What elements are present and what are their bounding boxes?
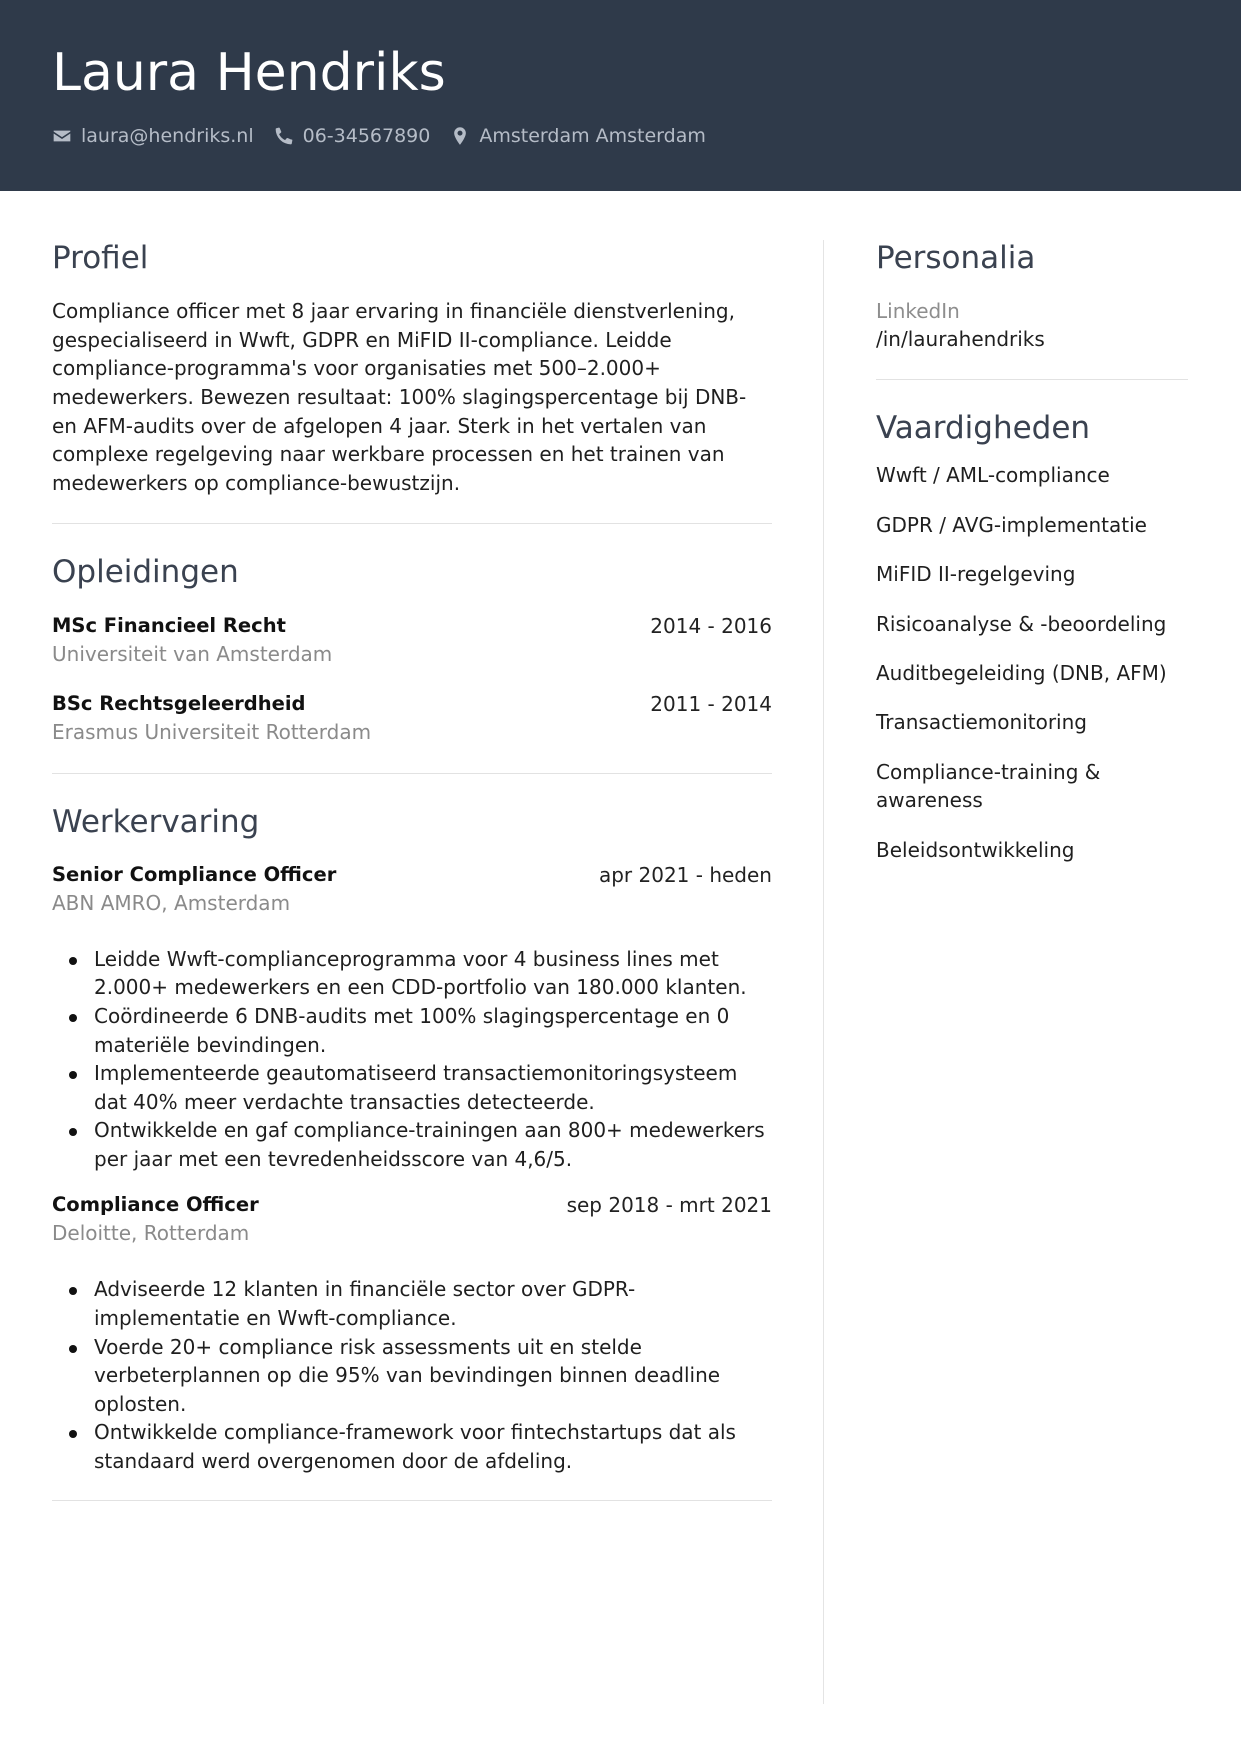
contact-bar	[52, 122, 726, 150]
skill-item: Auditbegeleiding (DNB, AFM)	[876, 660, 1167, 685]
skill-item: Compliance-training & awareness	[876, 759, 1101, 813]
skill-item: Risicoanalyse & -beoordeling	[876, 611, 1167, 636]
main-column	[52, 240, 772, 1501]
job-bullets	[52, 945, 772, 1174]
personal-heading: Personalia	[876, 240, 1036, 276]
degree-title: BSc Rechtsgeleerdheid	[52, 691, 306, 715]
contact-location	[450, 125, 706, 147]
skill-item: Beleidsontwikkeling	[876, 837, 1075, 862]
list-item: Implementeerde geautomatiseerd transactiemonitoringsysteem dat 40% meer verdachte transacties detecteerde.	[52, 1059, 772, 1116]
section-divider	[52, 1500, 772, 1501]
job-bullets	[52, 1275, 772, 1475]
job-title: Compliance Officer	[52, 1193, 259, 1217]
education-dates: 2011 - 2014	[650, 691, 772, 716]
resume-header	[0, 0, 1241, 191]
profile-heading: Profiel	[52, 240, 149, 276]
school-name: Erasmus Universiteit Rotterdam	[52, 719, 372, 744]
education-dates: 2014 - 2016	[650, 613, 772, 638]
list-item: Ontwikkelde compliance-framework voor fintechstartups dat als standaard werd overgenomen door de afdeling.	[52, 1418, 772, 1475]
phone-icon	[274, 126, 294, 146]
company-name: ABN AMRO, Amsterdam	[52, 890, 291, 915]
job-entry	[52, 861, 772, 1174]
location-pin-icon	[450, 126, 470, 146]
sidebar-column	[876, 240, 1188, 885]
email-text: laura@hendriks.nl	[81, 125, 254, 147]
education-entry	[52, 612, 772, 668]
skills-heading: Vaardigheden	[876, 410, 1091, 447]
experience-heading: Werkervaring	[52, 803, 260, 840]
job-title: Senior Compliance Officer	[52, 862, 337, 886]
education-entry	[52, 690, 772, 746]
company-name: Deloitte, Rotterdam	[52, 1221, 250, 1246]
job-entry	[52, 1191, 772, 1475]
profile-section	[52, 240, 772, 497]
job-dates: sep 2018 - mrt 2021	[566, 1193, 772, 1218]
school-name: Universiteit van Amsterdam	[52, 641, 333, 666]
candidate-name: Laura Hendriks	[52, 43, 446, 103]
skills-section	[876, 380, 1188, 864]
degree-title: MSc Financieel Recht	[52, 613, 286, 637]
skill-item: GDPR / AVG-implementatie	[876, 512, 1147, 537]
education-section	[52, 524, 772, 772]
contact-email	[52, 125, 254, 147]
skill-item: Wwft / AML-compliance	[876, 463, 1110, 488]
list-item: Ontwikkelde en gaf compliance-trainingen aan 800+ medewerkers per jaar met een tevredenheidsscore van 4,6/5.	[52, 1116, 772, 1173]
list-item: Coördineerde 6 DNB-audits met 100% slagingspercentage en 0 materiële bevindingen.	[52, 1002, 772, 1059]
personal-section	[876, 240, 1188, 379]
column-divider	[823, 240, 824, 1704]
location-text: Amsterdam Amsterdam	[479, 125, 706, 147]
experience-section	[52, 774, 772, 1476]
phone-text: 06-34567890	[302, 125, 431, 147]
skill-item: Transactiemonitoring	[876, 710, 1087, 735]
job-dates: apr 2021 - heden	[598, 862, 772, 887]
skills-list	[876, 461, 1188, 864]
contact-phone	[274, 125, 431, 147]
skill-item: MiFID II-regelgeving	[876, 562, 1076, 587]
list-item: Voerde 20+ compliance risk assessments uit en stelde verbeterplannen op die 95% van bevindingen binnen deadline oplosten.	[52, 1333, 772, 1419]
linkedin-label: LinkedIn	[876, 299, 960, 324]
list-item: Adviseerde 12 klanten in financiële sector over GDPR-implementatie en Wwft-compliance.	[52, 1275, 772, 1332]
linkedin-link[interactable]: /in/laurahendriks	[876, 327, 1045, 352]
education-heading: Opleidingen	[52, 554, 239, 591]
profile-text: Compliance officer met 8 jaar ervaring in financiële dienstverlening, gespecialiseerd in Wwft, GDPR en MiFID II-compliance. Leidde compliance-programma's voor organisaties met 500–2.000+ medewerkers. Bewezen resultaat: 100% slagingspercentage bij DNB- en AFM-audits over de afgelopen 4 jaar. Sterk in het vertalen van complexe regelgeving naar werkbare processen en het trainen van medewerkers op compliance-bewustzijn.	[52, 299, 747, 495]
list-item: Leidde Wwft-complianceprogramma voor 4 business lines met 2.000+ medewerkers en een CDD-portfolio van 180.000 klanten.	[52, 945, 772, 1002]
envelope-icon	[52, 126, 72, 146]
